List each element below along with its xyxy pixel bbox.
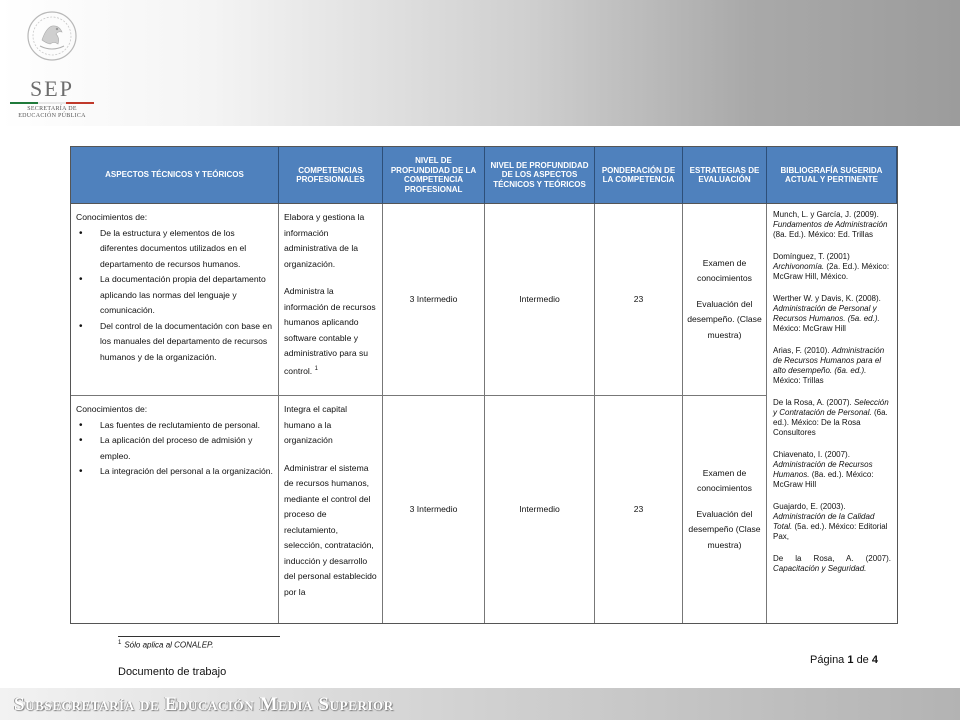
strategy-text: Examen de conocimientos: [697, 467, 752, 494]
col-header-competency-level: NIVEL DE PROFUNDIDAD DE LA COMPETENCIA PROFESIONAL: [383, 147, 485, 204]
bottom-banner: [0, 688, 960, 720]
table-row-2-competency-level: 3 Intermedio: [383, 396, 485, 623]
document-label: Documento de trabajo: [118, 666, 227, 678]
bibliography-entry: Chiavenato, I. (2007). Administración de Recursos Humanos. (8a. ed.). México: McGraw Hill: [773, 450, 874, 489]
list-item: • La documentación propia del departamento aplicando las normas del lenguaje y comunicación.: [76, 272, 273, 319]
table-row-1-strategies: [683, 204, 767, 396]
competencies-table: [70, 146, 898, 624]
aspects-intro: Conocimientos de:: [76, 212, 148, 222]
strategy-text: Examen de conocimientos: [697, 257, 752, 284]
table-row-1-competency-level: 3 Intermedio: [383, 204, 485, 396]
logo-abbrev: SEP: [30, 76, 74, 101]
document-page: [48, 126, 908, 688]
list-item: • Las fuentes de reclutamiento de personal.: [76, 418, 273, 434]
banner-title: Subsecretaría de Educación Media Superior: [14, 694, 394, 715]
bibliography-entry: Domínguez, T. (2001) Archivonomía. (2a. Ed.). México: McGraw Hill, México.: [773, 252, 890, 281]
footnote: $^1$ Sólo aplica al CONALEP.: [118, 640, 214, 650]
bibliography-entry: De la Rosa, A. (2007). Capacitación y Seguridad.: [773, 554, 891, 573]
table-row-1-weight: 23: [595, 204, 683, 396]
list-item: • De la estructura y elementos de los diferentes documentos utilizados en el departamento de recursos humanos.: [76, 226, 273, 273]
table-row-1-aspects-level: Intermedio: [485, 204, 595, 396]
top-header: [0, 0, 960, 126]
list-item: • Del control de la documentación con base en los manuales del departamento de recursos humanos y de la organización.: [76, 319, 273, 366]
page-number: Página 1 de 4: [810, 654, 878, 666]
bibliography-entry: De la Rosa, A. (2007). Selección y Contratación de Personal. (6a. ed.). México: De la Rosa Consultores: [773, 398, 889, 437]
bibliography-cell: [767, 204, 897, 623]
bibliography-entry: Munch, L. y García, J. (2009). Fundamentos de Administración (8a. Ed.). México: Ed. Trillas: [773, 210, 888, 239]
list-item: • La aplicación del proceso de admisión y empleo.: [76, 433, 273, 464]
logo-subtitle: SECRETARÍA DE EDUCACIÓN PÚBLICA: [18, 106, 86, 119]
sep-logo: [6, 6, 98, 122]
list-item: • La integración del personal a la organización.: [76, 464, 273, 480]
col-header-aspects: ASPECTOS TÉCNICOS Y TEÓRICOS: [71, 147, 279, 204]
table-row-2-weight: 23: [595, 396, 683, 623]
table-row-2-aspects: [71, 396, 279, 623]
col-header-aspects-level: NIVEL DE PROFUNDIDAD DE LOS ASPECTOS TÉCNICOS Y TEÓRICOS: [485, 147, 595, 204]
table-row-2-strategies: [683, 396, 767, 623]
col-header-strategies: ESTRATEGIAS DE EVALUACIÓN: [683, 147, 767, 204]
competency-text: Administrar el sistema de recursos humanos, mediante el control del proceso de reclutamiento, selección, contratación, inducción y desarrollo del personal establecido por la: [284, 462, 377, 597]
table-row-2-competencies: [279, 396, 383, 623]
col-header-weight: PONDERACIÓN DE LA COMPETENCIA: [595, 147, 683, 204]
footnote-divider: [118, 636, 280, 637]
table-row-1-aspects: [71, 204, 279, 396]
bibliography-entry: Guajardo, E. (2003). Administración de la Calidad Total. (5a. ed.). México: Editorial Pax,: [773, 502, 888, 541]
strategy-text: Evaluación del desempeño (Clase muestra): [688, 508, 761, 550]
col-header-competencies: COMPETENCIAS PROFESIONALES: [279, 147, 383, 204]
national-seal-icon: [26, 10, 78, 62]
competency-text: Administra la información de recursos humanos aplicando software contable y administrativo para su control.: [284, 286, 376, 376]
logo-tricolor-rule: [10, 102, 94, 104]
bibliography-entry: Arias, F. (2010). Administración de Recursos Humanos para el alto desempeño. (6a. ed.). México: Trillas: [773, 346, 885, 385]
col-header-bibliography: BIBLIOGRAFÍA SUGERIDA ACTUAL Y PERTINENTE: [767, 147, 897, 204]
aspects-intro: Conocimientos de:: [76, 404, 148, 414]
competency-text: Integra el capital humano a la organización: [284, 404, 348, 445]
competency-text: Elabora y gestiona la información administrativa de la organización.: [284, 212, 365, 269]
footnote-mark: 1: [314, 365, 318, 372]
table-row-2-aspects-level: Intermedio: [485, 396, 595, 623]
table-row-1-competencies: [279, 204, 383, 396]
strategy-text: Evaluación del desempeño. (Clase muestra): [687, 298, 762, 340]
bibliography-entry: Werther W. y Davis, K. (2008). Administración de Personal y Recursos Humanos. (5a. ed.). México: McGraw Hill: [773, 294, 881, 333]
